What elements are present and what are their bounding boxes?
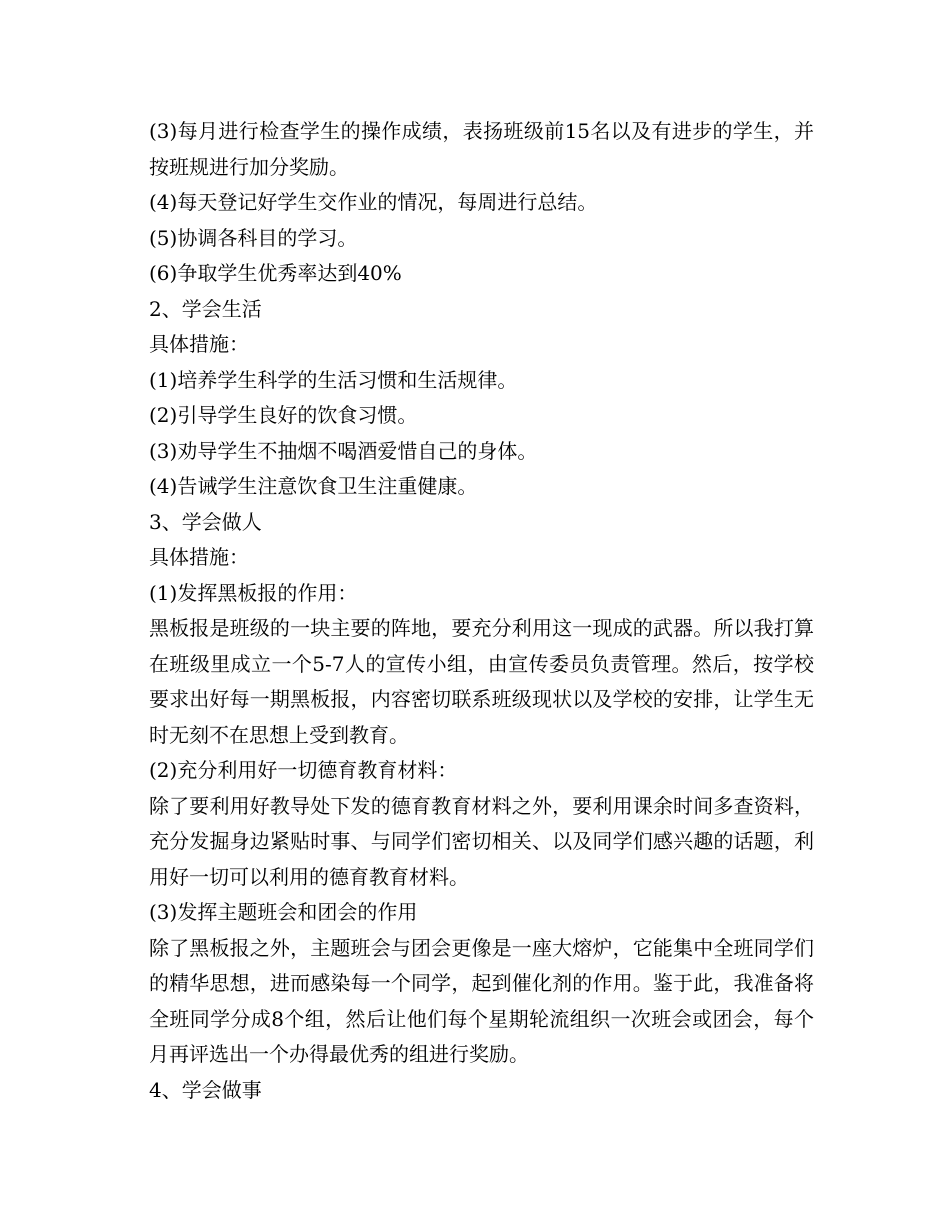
paragraph: (2)充分利用好一切德育教育材料： bbox=[149, 758, 458, 782]
paragraph: (3)劝导学生不抽烟不喝酒爱惜自己的身体。 bbox=[149, 438, 538, 463]
section-heading: 3、学会做人 bbox=[149, 509, 262, 534]
paragraph: (3)发挥主题班会和团会的作用 bbox=[149, 900, 418, 924]
paragraph: (4)告诫学生注意饮食卫生注重健康。 bbox=[149, 474, 478, 498]
paragraph: (5)协调各科目的学习。 bbox=[149, 225, 358, 250]
paragraph: (6)争取学生优秀率达到40% bbox=[149, 261, 402, 285]
paragraph: 具体措施： bbox=[149, 332, 249, 356]
paragraph: (1)发挥黑板报的作用： bbox=[149, 580, 358, 605]
paragraph: (4)每天登记好学生交作业的情况，每周进行总结。 bbox=[149, 190, 598, 214]
paragraph: (3)每月进行检查学生的操作成绩，表扬班级前15名以及有进步的学生，并按班规进行加分奖励。 bbox=[149, 119, 814, 179]
paragraph: 除了要利用好教导处下发的德育教育材料之外，要利用课余时间多查资料，充分发掘身边紧贴时事、与同学们密切相关、以及同学们感兴趣的话题，利用好一切可以利用的德育教育材料。 bbox=[149, 793, 814, 889]
paragraph: (1)培养学生科学的生活习惯和生活规律。 bbox=[149, 367, 518, 392]
section-heading: 4、学会做事 bbox=[149, 1077, 262, 1102]
paragraph: 黑板报是班级的一块主要的阵地，要充分利用这一现成的武器。所以我打算在班级里成立一个5-7人的宣传小组，由宣传委员负责管理。然后，按学校要求出好每一期黑板报，内容密切联系班级现状以及学校的安排，让学生无时无刻不在思想上受到教育。 bbox=[149, 616, 814, 747]
paragraph: 具体措施： bbox=[149, 545, 249, 569]
section-heading: 2、学会生活 bbox=[149, 296, 262, 321]
document-body bbox=[139, 114, 814, 1108]
paragraph: 除了黑板报之外，主题班会与团会更像是一座大熔炉，它能集中全班同学们的精华思想，进而感染每一个同学，起到催化剂的作用。鉴于此，我准备将全班同学分成8个组，然后让他们每个星期轮流组织一次班会或团会，每个月再评选出一个办得最优秀的组进行奖励。 bbox=[149, 935, 814, 1066]
paragraph: (2)引导学生良好的饮食习惯。 bbox=[149, 403, 418, 427]
